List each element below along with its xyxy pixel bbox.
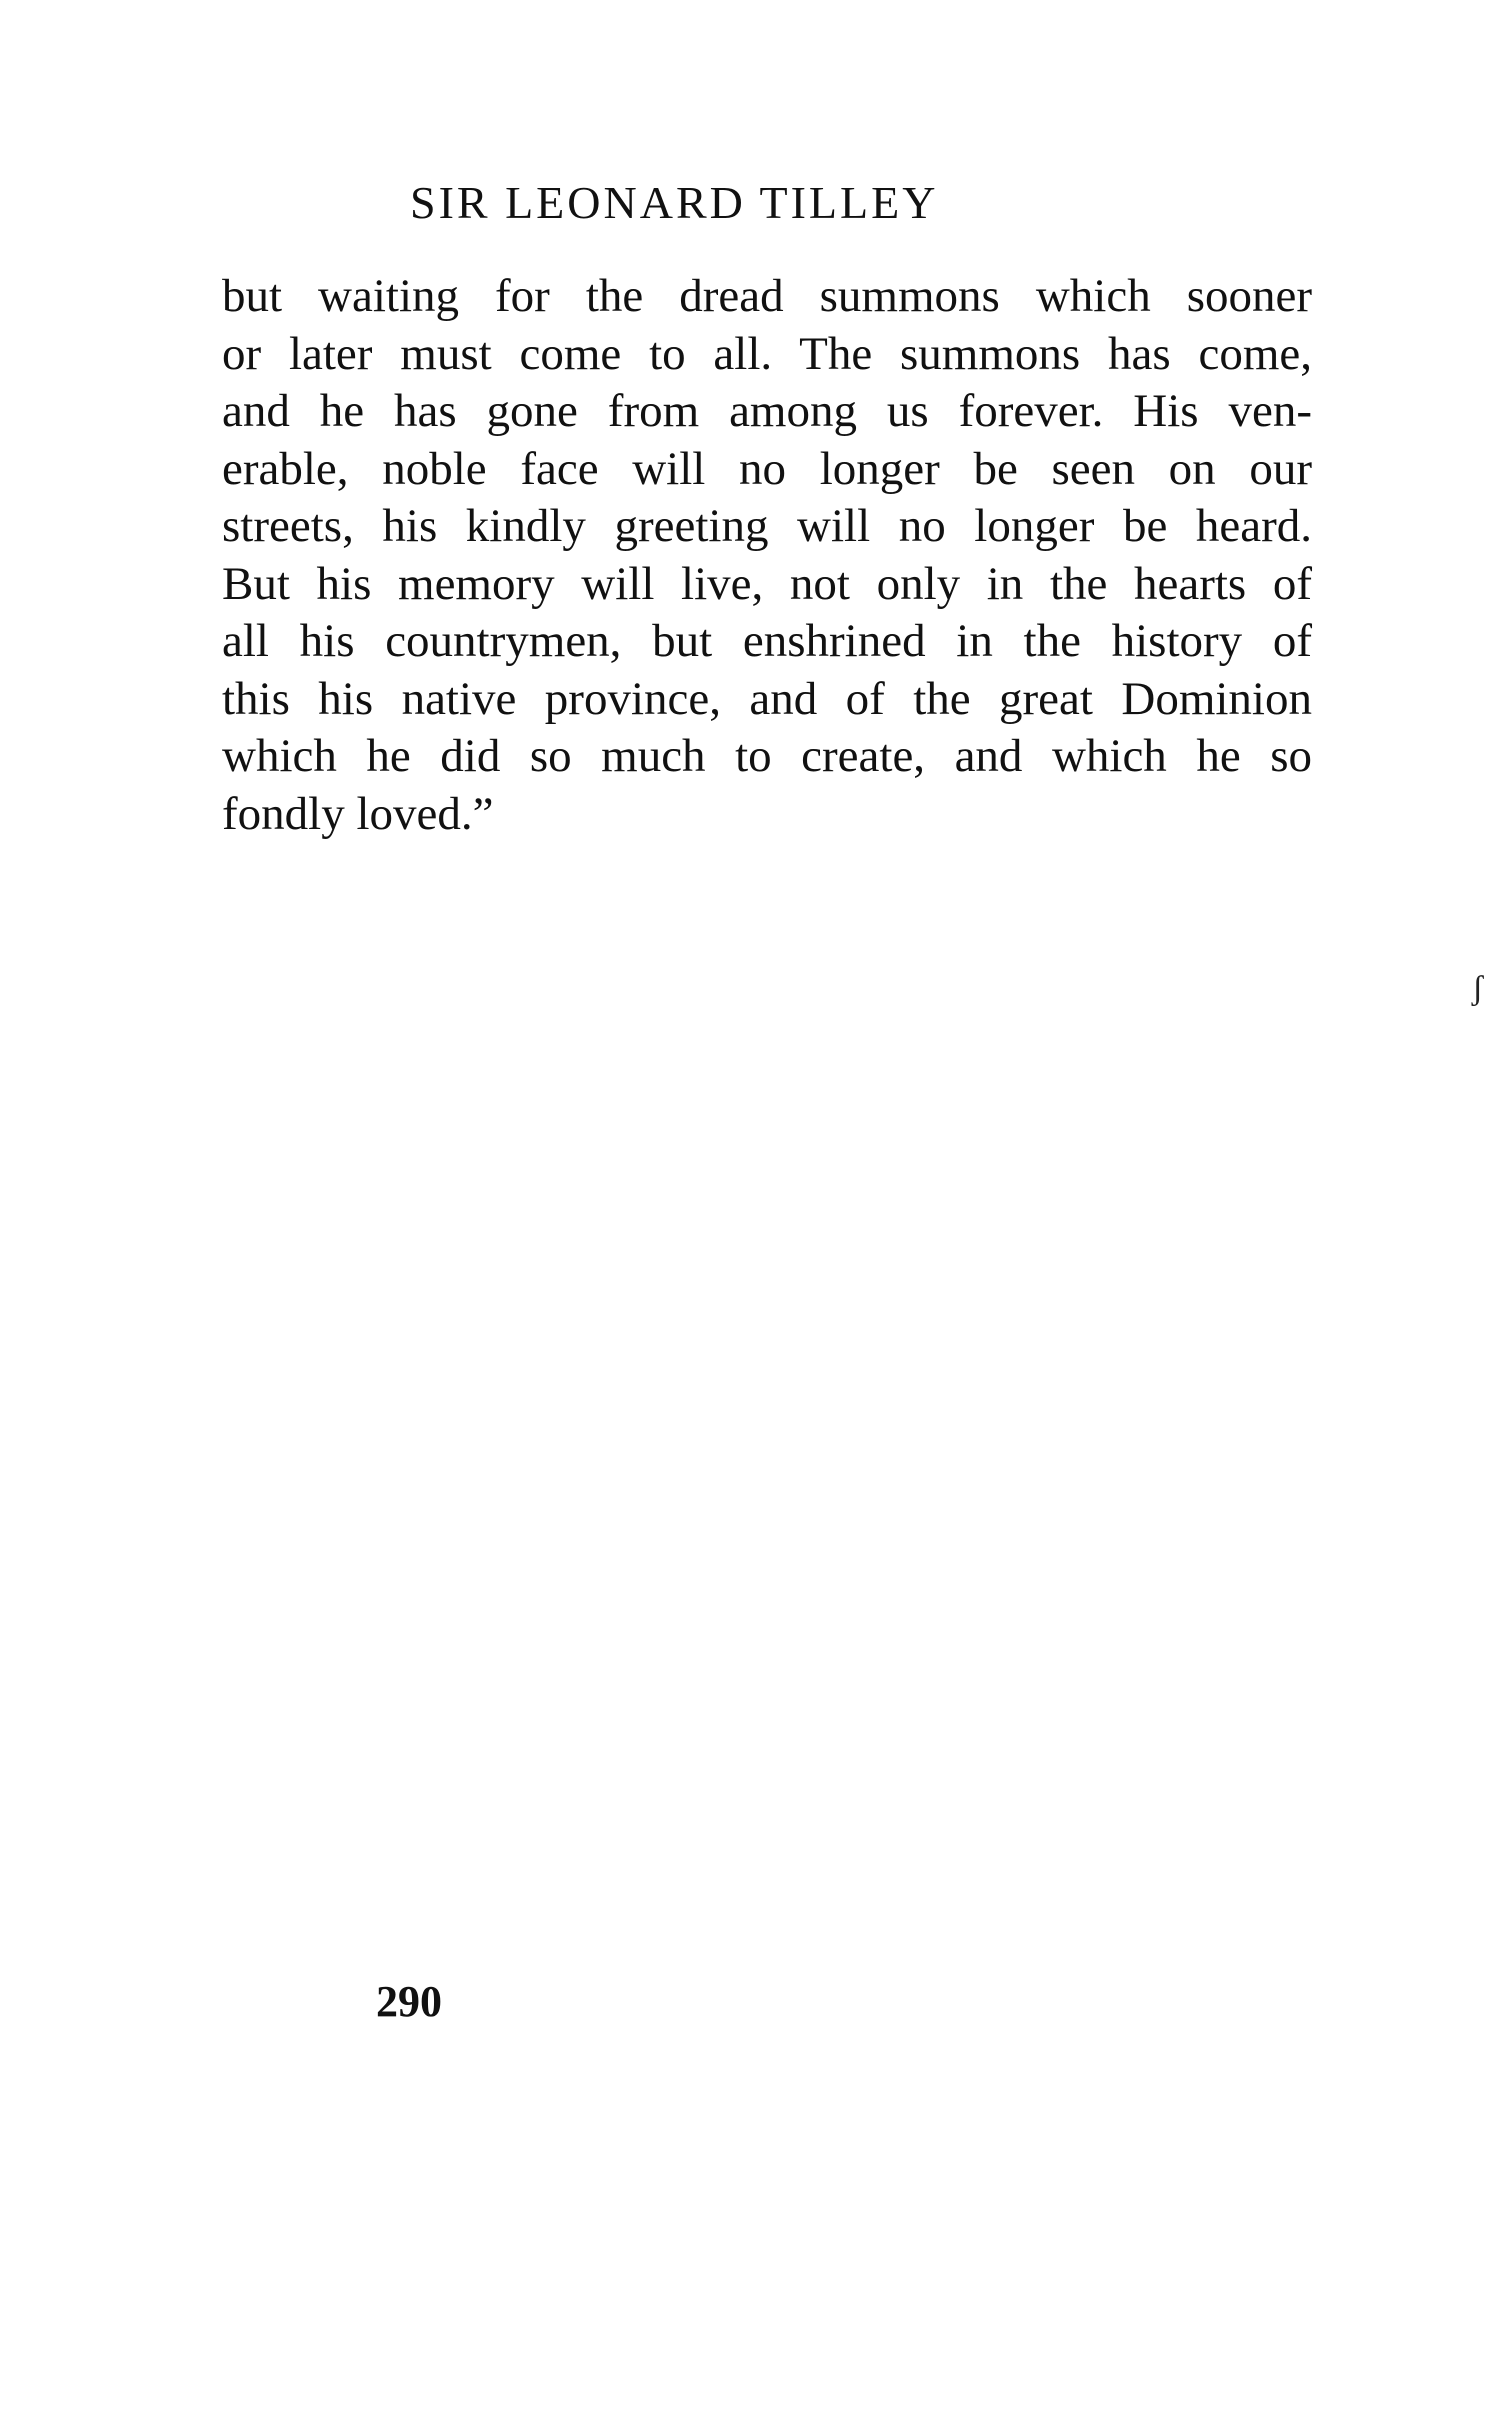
body-text [222,268,1312,843]
text-line: streets, his kindly greeting will no longer be heard. [222,500,1312,552]
text-line: or later must come to all. The summons has come, [222,327,1312,380]
text-line: erable, noble face will no longer be seen on our [222,442,1312,495]
page-number: 290 [376,1977,442,2026]
running-head: SIR LEONARD TILLEY [410,177,939,228]
text-line: which he did so much to create, and which he so [222,730,1312,782]
text-line: and he has gone from among us forever. His ven- [222,385,1312,437]
text-line: But his memory will live, not only in the hearts of [222,557,1312,610]
text-line: fondly loved.” [222,787,494,840]
text-line: but waiting for the dread summons which sooner [222,270,1312,322]
margin-mark: ʃ [1472,970,1484,1007]
text-line: all his countrymen, but enshrined in the history of [222,615,1312,667]
text-line: this his native province, and of the great Dominion [222,672,1312,725]
